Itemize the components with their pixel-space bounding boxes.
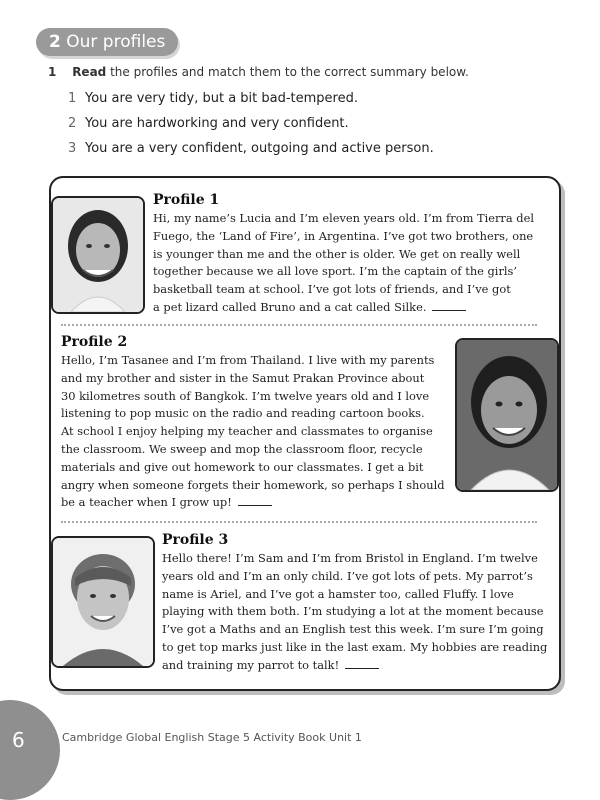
summary-text: You are very tidy, but a bit bad-tempered. (85, 91, 358, 106)
page-number: 6 (12, 728, 25, 752)
text-line: the classroom. We sweep and mop the classroom floor, recycle (61, 441, 423, 456)
girl-portrait-icon (53, 198, 143, 312)
section-number: 2 (49, 32, 61, 52)
profile-1-text (153, 210, 534, 317)
text-line: I’ve got a Maths and an English test this week. I’m sure I’m going (162, 622, 544, 637)
lucia-photo (51, 196, 145, 314)
summary-item (68, 88, 434, 113)
profile-2-text (61, 352, 445, 512)
profile-3-title: Profile 3 (162, 532, 229, 548)
profile-divider (61, 521, 537, 523)
instruction-text: the profiles and match them to the correct summary below. (110, 65, 469, 79)
text-line: to get top marks just like in the last exam. My hobbies are reading (162, 639, 548, 654)
text-line: At school I enjoy helping my teacher and classmates to organise (61, 424, 433, 439)
summary-number: 1 (68, 91, 77, 106)
text-line: years old and I’m an only child. I’ve got lots of pets. My parrot’s (162, 568, 533, 583)
text-line: is younger than me and the other is older. We get on really well (153, 246, 521, 261)
text-line: materials and give out homework to our classmates. I get a bit (61, 459, 424, 474)
text-line: name is Ariel, and I’ve got a hamster too, called Fluffy. I love (162, 586, 514, 601)
profile-2-title: Profile 2 (61, 334, 128, 350)
answer-blank-1[interactable] (432, 309, 466, 311)
girl-portrait-icon (457, 340, 557, 490)
boy-portrait-icon (53, 538, 153, 666)
text-line: and training my parrot to talk! (162, 657, 340, 672)
text-line: be a teacher when I grow up! (61, 495, 232, 510)
profile-1-title: Profile 1 (153, 192, 220, 208)
summary-number: 3 (68, 141, 77, 156)
answer-blank-2[interactable] (238, 504, 272, 506)
text-line: 30 kilometres south of Bangkok. I’m twelve years old and I love (61, 388, 430, 403)
profiles-card (49, 176, 561, 691)
text-line: Hello, I’m Tasanee and I’m from Thailand. I live with my parents (61, 353, 435, 367)
text-line: Hi, my name’s Lucia and I’m eleven years old. I’m from Tierra del (153, 211, 534, 225)
answer-blank-3[interactable] (345, 667, 379, 669)
sam-photo (51, 536, 155, 668)
profile-divider (61, 324, 537, 326)
text-line: playing with them both. I’m studying a lot at the moment because (162, 604, 544, 619)
profile-3-text (162, 550, 547, 675)
text-line: and my brother and sister in the Samut Prakan Province about (61, 370, 425, 385)
tasanee-photo (455, 338, 559, 492)
text-line: together because we all love sport. I’m the captain of the girls’ (153, 264, 518, 279)
summary-item (68, 113, 434, 138)
text-line: basketball team at school. I’ve got lots of friends, and I’ve got (153, 282, 511, 297)
summary-text: You are a very confident, outgoing and active person. (85, 141, 434, 156)
summary-item (68, 138, 434, 163)
section-heading (36, 28, 178, 56)
text-line: listening to pop music on the radio and reading cartoon books. (61, 406, 425, 421)
text-line: angry when someone forgets their homework, so perhaps I should (61, 477, 445, 492)
summary-text: You are hardworking and very confident. (85, 116, 349, 131)
instruction-verb: Read (72, 65, 107, 79)
text-line: Fuego, the ‘Land of Fire’, in Argentina. I’ve got two brothers, one (153, 228, 534, 243)
page-number-badge (0, 700, 60, 800)
exercise-instruction (48, 65, 469, 79)
exercise-number: 1 (48, 65, 57, 79)
summary-number: 2 (68, 116, 77, 131)
footer-text: Cambridge Global English Stage 5 Activity Book Unit 1 (62, 731, 362, 744)
summary-list (68, 88, 434, 163)
section-title: Our profiles (66, 32, 166, 52)
text-line: Hello there! I’m Sam and I’m from Bristol in England. I’m twelve (162, 551, 538, 565)
text-line: a pet lizard called Bruno and a cat called Silke. (153, 299, 427, 314)
